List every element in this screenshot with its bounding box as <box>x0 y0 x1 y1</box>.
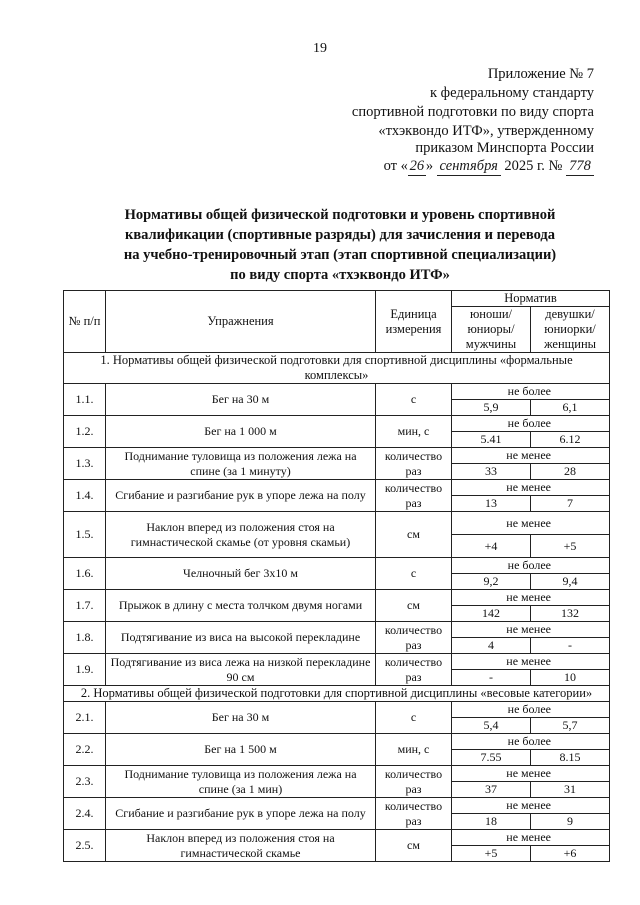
row-number: 2.1. <box>64 702 106 734</box>
row-exercise: Бег на 1 000 м <box>106 416 376 448</box>
date-year: 2025 г. № <box>504 158 563 174</box>
appendix-line-4: «тхэквондо ИТФ», утвержденному <box>378 123 594 139</box>
row-condition: не более <box>452 558 610 574</box>
row-condition: не более <box>452 734 610 750</box>
value-male: +5 <box>452 846 531 862</box>
date-mid: » <box>425 158 434 174</box>
row-condition: не менее <box>452 590 610 606</box>
appendix-line-1: Приложение № 7 <box>487 66 594 82</box>
appendix-date-line <box>384 158 594 176</box>
value-male: 4 <box>452 638 531 654</box>
section-2-title: 2. Нормативы общей физической подготовки для спортивной дисциплины «весовые категории» <box>64 686 610 702</box>
row-number: 2.5. <box>64 830 106 862</box>
section-row <box>64 686 610 702</box>
table-row <box>64 734 610 750</box>
row-unit: с <box>376 384 452 416</box>
row-number: 1.8. <box>64 622 106 654</box>
row-exercise: Бег на 30 м <box>106 702 376 734</box>
table-row <box>64 480 610 496</box>
norms-table <box>63 290 610 862</box>
row-unit: с <box>376 702 452 734</box>
row-exercise: Бег на 30 м <box>106 384 376 416</box>
row-exercise: Поднимание туловища из положения лежа на спине (за 1 минуту) <box>106 448 376 480</box>
value-female: +6 <box>531 846 610 862</box>
table-row <box>64 702 610 718</box>
value-male: 37 <box>452 782 531 798</box>
header-row <box>64 291 610 307</box>
row-exercise: Бег на 1 500 м <box>106 734 376 766</box>
section-2-rows <box>64 702 610 862</box>
value-male: 5,9 <box>452 400 531 416</box>
appendix-line-3: спортивной подготовки по виду спорта <box>351 104 594 120</box>
row-number: 1.6. <box>64 558 106 590</box>
table-row <box>64 558 610 574</box>
table-row <box>64 830 610 846</box>
row-unit: см <box>376 590 452 622</box>
row-exercise: Подтягивание из виса лежа на низкой перекладине 90 см <box>106 654 376 686</box>
header-norm: Норматив <box>452 291 610 307</box>
date-day: 26 <box>409 158 425 174</box>
page-number: 19 <box>313 41 327 56</box>
row-number: 1.9. <box>64 654 106 686</box>
value-male: 18 <box>452 814 531 830</box>
value-female: 9,4 <box>531 574 610 590</box>
appendix-line-2: к федеральному стандарту <box>430 85 594 101</box>
title-line-4: по виду спорта «тхэквондо ИТФ» <box>230 267 450 283</box>
value-male: 7.55 <box>452 750 531 766</box>
table-row <box>64 384 610 400</box>
header-unit: Единица измерения <box>376 291 452 353</box>
value-female: 10 <box>531 670 610 686</box>
value-female: 7 <box>531 496 610 512</box>
row-unit: количество раз <box>376 654 452 686</box>
row-number: 2.2. <box>64 734 106 766</box>
header-male: юноши/ юниоры/ мужчины <box>452 307 531 353</box>
row-exercise: Прыжок в длину с места толчком двумя ногами <box>106 590 376 622</box>
row-condition: не более <box>452 702 610 718</box>
row-number: 2.4. <box>64 798 106 830</box>
row-exercise: Наклон вперед из положения стоя на гимнастической скамье <box>106 830 376 862</box>
row-condition: не менее <box>452 480 610 496</box>
value-male: 33 <box>452 464 531 480</box>
row-number: 1.7. <box>64 590 106 622</box>
row-exercise: Наклон вперед из положения стоя на гимнастической скамье (от уровня скамьи) <box>106 512 376 558</box>
header-exercise: Упражнения <box>106 291 376 353</box>
value-female: 6.12 <box>531 432 610 448</box>
value-male: 9,2 <box>452 574 531 590</box>
section-1-rows <box>64 384 610 686</box>
section-1-title: 1. Нормативы общей физической подготовки для спортивной дисциплины «формальные комплексы» <box>64 353 610 384</box>
value-male: - <box>452 670 531 686</box>
row-unit: см <box>376 512 452 558</box>
header-num: № п/п <box>64 291 106 353</box>
row-unit: количество раз <box>376 480 452 512</box>
row-number: 1.4. <box>64 480 106 512</box>
row-condition: не более <box>452 384 610 400</box>
table-row <box>64 766 610 782</box>
row-number: 1.5. <box>64 512 106 558</box>
order-number: 778 <box>566 158 594 176</box>
value-female: 28 <box>531 464 610 480</box>
row-number: 2.3. <box>64 766 106 798</box>
value-female: 5,7 <box>531 718 610 734</box>
value-female: 9 <box>531 814 610 830</box>
title-line-3: на учебно-тренировочный этап (этап спортивной специализации) <box>123 247 557 263</box>
row-exercise: Подтягивание из виса на высокой перекладине <box>106 622 376 654</box>
date-month: сентября <box>437 158 501 176</box>
title-line-1: Нормативы общей физической подготовки и уровень спортивной <box>124 207 556 223</box>
value-female: 8.15 <box>531 750 610 766</box>
row-exercise: Сгибание и разгибание рук в упоре лежа на полу <box>106 798 376 830</box>
row-condition: не менее <box>452 798 610 814</box>
row-unit: мин, с <box>376 416 452 448</box>
row-condition: не менее <box>452 766 610 782</box>
table-row <box>64 590 610 606</box>
row-number: 1.3. <box>64 448 106 480</box>
table-row <box>64 512 610 535</box>
value-male: 5.41 <box>452 432 531 448</box>
row-unit: количество раз <box>376 798 452 830</box>
appendix-line-5: приказом Минспорта России <box>415 140 594 156</box>
row-number: 1.1. <box>64 384 106 416</box>
section-row <box>64 353 610 384</box>
row-number: 1.2. <box>64 416 106 448</box>
row-condition: не менее <box>452 448 610 464</box>
value-male: +4 <box>452 535 531 558</box>
value-male: 142 <box>452 606 531 622</box>
value-male: 5,4 <box>452 718 531 734</box>
value-female: 132 <box>531 606 610 622</box>
row-unit: с <box>376 558 452 590</box>
date-prefix: от « <box>383 158 408 174</box>
row-condition: не менее <box>452 830 610 846</box>
row-condition: не менее <box>452 622 610 638</box>
row-condition: не более <box>452 416 610 432</box>
table-row <box>64 654 610 670</box>
table-row <box>64 622 610 638</box>
table-row <box>64 416 610 432</box>
row-condition: не менее <box>452 512 610 535</box>
row-unit: мин, с <box>376 734 452 766</box>
row-unit: количество раз <box>376 766 452 798</box>
value-female: +5 <box>531 535 610 558</box>
table-row <box>64 448 610 464</box>
value-female: 6,1 <box>531 400 610 416</box>
row-condition: не менее <box>452 654 610 670</box>
value-male: 13 <box>452 496 531 512</box>
row-exercise: Поднимание туловища из положения лежа на спине (за 1 мин) <box>106 766 376 798</box>
row-unit: количество раз <box>376 448 452 480</box>
row-unit: см <box>376 830 452 862</box>
header-female: девушки/ юниорки/ женщины <box>531 307 610 353</box>
table-row <box>64 798 610 814</box>
row-exercise: Сгибание и разгибание рук в упоре лежа на полу <box>106 480 376 512</box>
value-female: - <box>531 638 610 654</box>
value-female: 31 <box>531 782 610 798</box>
row-unit: количество раз <box>376 622 452 654</box>
row-exercise: Челночный бег 3х10 м <box>106 558 376 590</box>
title-line-2: квалификации (спортивные разряды) для зачисления и перевода <box>124 227 556 243</box>
